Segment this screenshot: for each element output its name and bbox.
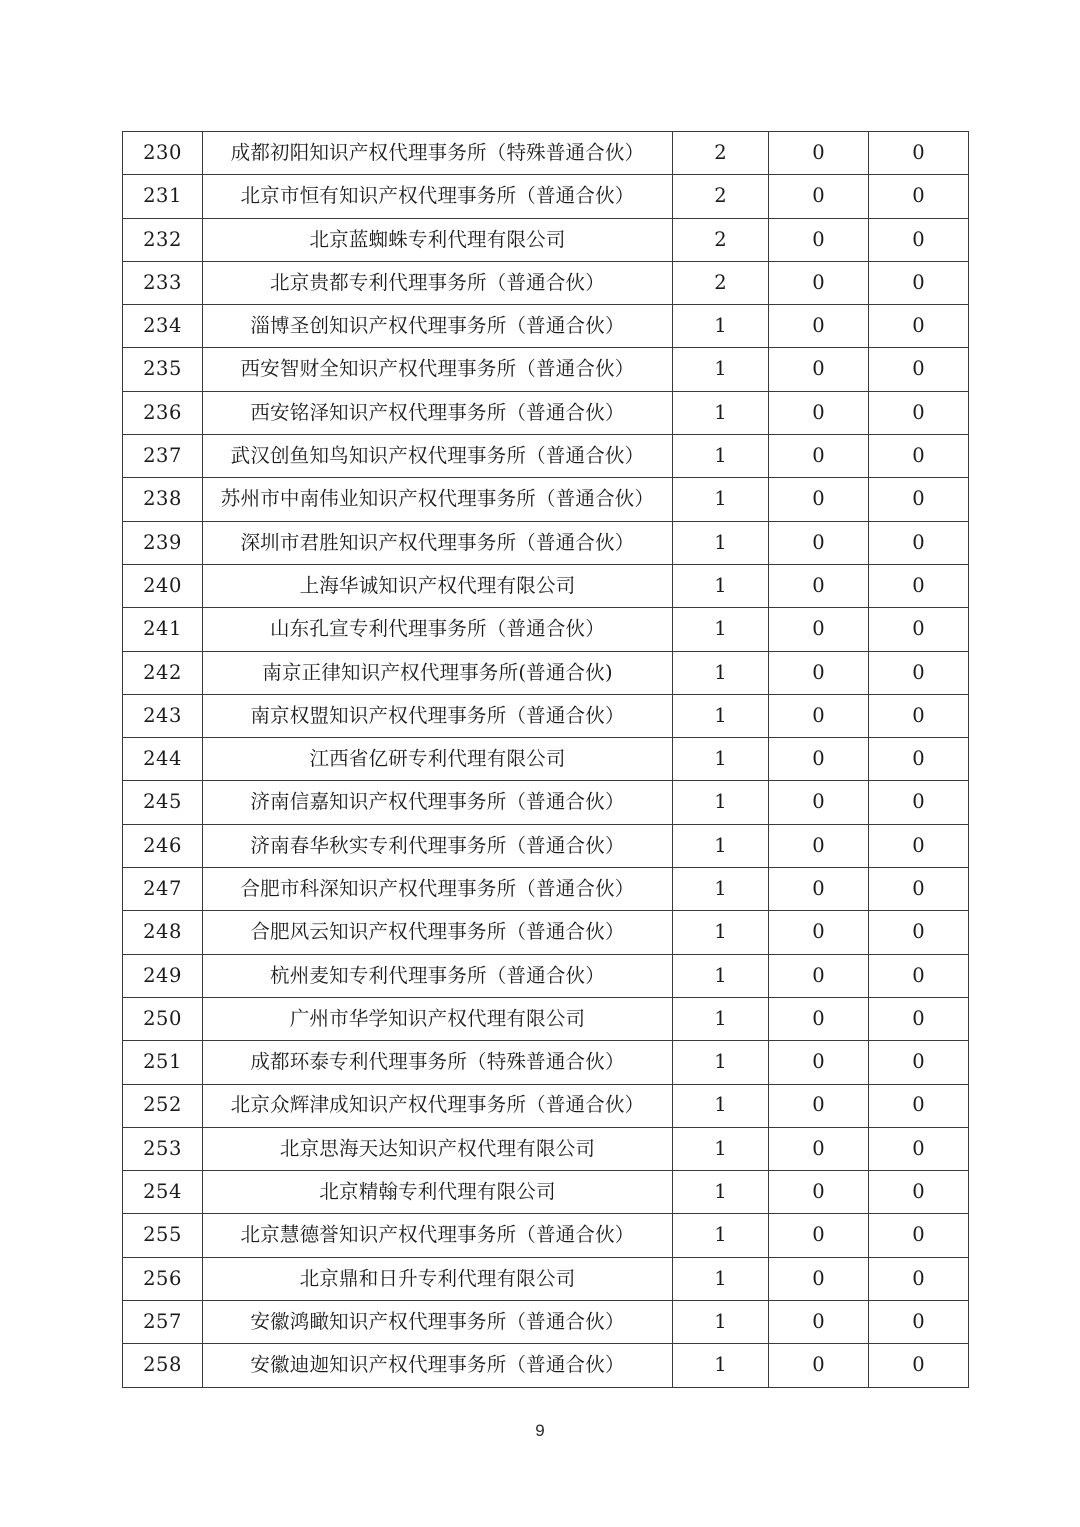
- cell-agency-name: 成都环泰专利代理事务所（特殊普通合伙）: [203, 1041, 673, 1084]
- cell-index: 247: [123, 868, 203, 911]
- cell-agency-name: 安徽迪迦知识产权代理事务所（普通合伙）: [203, 1344, 673, 1387]
- table-row: [123, 738, 969, 781]
- cell-index: 232: [123, 218, 203, 261]
- table-row: [123, 1084, 969, 1127]
- cell-index: 230: [123, 132, 203, 175]
- cell-index: 257: [123, 1301, 203, 1344]
- cell-value-3: 0: [869, 738, 969, 781]
- cell-value-1: 1: [673, 954, 769, 997]
- cell-index: 244: [123, 738, 203, 781]
- cell-index: 245: [123, 781, 203, 824]
- cell-value-1: 1: [673, 738, 769, 781]
- cell-value-3: 0: [869, 175, 969, 218]
- cell-agency-name: 北京慧德誉知识产权代理事务所（普通合伙）: [203, 1214, 673, 1257]
- cell-value-3: 0: [869, 564, 969, 607]
- cell-agency-name: 淄博圣创知识产权代理事务所（普通合伙）: [203, 305, 673, 348]
- agency-table-body: [123, 132, 969, 1388]
- cell-index: 237: [123, 435, 203, 478]
- cell-index: 255: [123, 1214, 203, 1257]
- cell-value-2: 0: [769, 218, 869, 261]
- cell-value-1: 1: [673, 1344, 769, 1387]
- cell-value-3: 0: [869, 651, 969, 694]
- cell-agency-name: 北京精翰专利代理有限公司: [203, 1171, 673, 1214]
- cell-value-3: 0: [869, 997, 969, 1040]
- cell-value-2: 0: [769, 738, 869, 781]
- cell-value-1: 1: [673, 1301, 769, 1344]
- cell-value-1: 1: [673, 305, 769, 348]
- cell-index: 256: [123, 1257, 203, 1300]
- cell-value-3: 0: [869, 781, 969, 824]
- cell-value-3: 0: [869, 911, 969, 954]
- cell-value-3: 0: [869, 391, 969, 434]
- cell-value-2: 0: [769, 478, 869, 521]
- cell-agency-name: 北京蓝蜘蛛专利代理有限公司: [203, 218, 673, 261]
- cell-agency-name: 西安智财全知识产权代理事务所（普通合伙）: [203, 348, 673, 391]
- cell-value-3: 0: [869, 132, 969, 175]
- cell-value-1: 1: [673, 564, 769, 607]
- table-row: [123, 1171, 969, 1214]
- page-number: 9: [535, 1421, 545, 1440]
- cell-index: 242: [123, 651, 203, 694]
- cell-agency-name: 山东孔宣专利代理事务所（普通合伙）: [203, 608, 673, 651]
- table-row: [123, 1127, 969, 1170]
- cell-value-3: 0: [869, 1344, 969, 1387]
- cell-value-1: 2: [673, 175, 769, 218]
- table-row: [123, 1041, 969, 1084]
- cell-value-2: 0: [769, 521, 869, 564]
- cell-value-1: 1: [673, 997, 769, 1040]
- cell-index: 251: [123, 1041, 203, 1084]
- agency-table-container: [122, 131, 968, 1388]
- cell-agency-name: 成都初阳知识产权代理事务所（特殊普通合伙）: [203, 132, 673, 175]
- table-row: [123, 521, 969, 564]
- table-row: [123, 348, 969, 391]
- table-row: [123, 218, 969, 261]
- table-row: [123, 132, 969, 175]
- cell-value-2: 0: [769, 1127, 869, 1170]
- cell-value-2: 0: [769, 997, 869, 1040]
- cell-value-2: 0: [769, 391, 869, 434]
- table-row: [123, 391, 969, 434]
- cell-agency-name: 南京权盟知识产权代理事务所（普通合伙）: [203, 694, 673, 737]
- table-row: [123, 261, 969, 304]
- cell-value-1: 1: [673, 1084, 769, 1127]
- cell-agency-name: 安徽鸿瞰知识产权代理事务所（普通合伙）: [203, 1301, 673, 1344]
- cell-value-1: 1: [673, 435, 769, 478]
- cell-agency-name: 北京思海天达知识产权代理有限公司: [203, 1127, 673, 1170]
- table-row: [123, 305, 969, 348]
- cell-value-2: 0: [769, 348, 869, 391]
- table-row: [123, 824, 969, 867]
- table-row: [123, 651, 969, 694]
- table-row: [123, 868, 969, 911]
- cell-index: 258: [123, 1344, 203, 1387]
- table-row: [123, 435, 969, 478]
- cell-index: 234: [123, 305, 203, 348]
- table-row: [123, 911, 969, 954]
- cell-value-1: 1: [673, 478, 769, 521]
- cell-value-3: 0: [869, 1171, 969, 1214]
- cell-index: 236: [123, 391, 203, 434]
- cell-index: 249: [123, 954, 203, 997]
- table-row: [123, 564, 969, 607]
- cell-index: 231: [123, 175, 203, 218]
- cell-agency-name: 北京市恒有知识产权代理事务所（普通合伙）: [203, 175, 673, 218]
- cell-index: 239: [123, 521, 203, 564]
- cell-value-1: 1: [673, 911, 769, 954]
- cell-index: 248: [123, 911, 203, 954]
- cell-value-3: 0: [869, 954, 969, 997]
- cell-value-1: 2: [673, 261, 769, 304]
- cell-value-3: 0: [869, 1127, 969, 1170]
- cell-value-1: 1: [673, 1257, 769, 1300]
- cell-value-2: 0: [769, 1214, 869, 1257]
- cell-value-2: 0: [769, 1041, 869, 1084]
- cell-agency-name: 武汉创鱼知鸟知识产权代理事务所（普通合伙）: [203, 435, 673, 478]
- cell-value-3: 0: [869, 218, 969, 261]
- cell-agency-name: 苏州市中南伟业知识产权代理事务所（普通合伙）: [203, 478, 673, 521]
- cell-value-1: 1: [673, 651, 769, 694]
- cell-value-2: 0: [769, 1301, 869, 1344]
- cell-value-1: 1: [673, 694, 769, 737]
- cell-index: 246: [123, 824, 203, 867]
- cell-value-2: 0: [769, 651, 869, 694]
- agency-table: [122, 131, 969, 1388]
- cell-agency-name: 上海华诚知识产权代理有限公司: [203, 564, 673, 607]
- cell-value-1: 1: [673, 824, 769, 867]
- cell-value-3: 0: [869, 824, 969, 867]
- cell-value-2: 0: [769, 694, 869, 737]
- cell-value-1: 1: [673, 391, 769, 434]
- cell-value-2: 0: [769, 132, 869, 175]
- table-row: [123, 175, 969, 218]
- cell-value-3: 0: [869, 478, 969, 521]
- cell-index: 243: [123, 694, 203, 737]
- table-row: [123, 1301, 969, 1344]
- cell-agency-name: 合肥风云知识产权代理事务所（普通合伙）: [203, 911, 673, 954]
- cell-index: 238: [123, 478, 203, 521]
- table-row: [123, 608, 969, 651]
- cell-value-3: 0: [869, 435, 969, 478]
- cell-value-2: 0: [769, 175, 869, 218]
- cell-value-3: 0: [869, 261, 969, 304]
- cell-agency-name: 合肥市科深知识产权代理事务所（普通合伙）: [203, 868, 673, 911]
- cell-index: 233: [123, 261, 203, 304]
- cell-value-1: 2: [673, 132, 769, 175]
- cell-value-2: 0: [769, 1257, 869, 1300]
- cell-agency-name: 北京鼎和日升专利代理有限公司: [203, 1257, 673, 1300]
- cell-value-2: 0: [769, 781, 869, 824]
- cell-index: 250: [123, 997, 203, 1040]
- cell-index: 253: [123, 1127, 203, 1170]
- cell-value-2: 0: [769, 911, 869, 954]
- table-row: [123, 1257, 969, 1300]
- cell-value-2: 0: [769, 868, 869, 911]
- cell-agency-name: 北京众辉津成知识产权代理事务所（普通合伙）: [203, 1084, 673, 1127]
- cell-value-3: 0: [869, 694, 969, 737]
- cell-value-3: 0: [869, 1257, 969, 1300]
- cell-value-3: 0: [869, 305, 969, 348]
- cell-value-3: 0: [869, 521, 969, 564]
- cell-agency-name: 济南春华秋实专利代理事务所（普通合伙）: [203, 824, 673, 867]
- cell-value-1: 1: [673, 1214, 769, 1257]
- cell-value-2: 0: [769, 954, 869, 997]
- table-row: [123, 997, 969, 1040]
- cell-value-2: 0: [769, 608, 869, 651]
- table-row: [123, 478, 969, 521]
- cell-index: 252: [123, 1084, 203, 1127]
- cell-index: 240: [123, 564, 203, 607]
- cell-value-1: 1: [673, 348, 769, 391]
- cell-value-1: 1: [673, 1041, 769, 1084]
- cell-index: 235: [123, 348, 203, 391]
- cell-value-2: 0: [769, 1084, 869, 1127]
- cell-agency-name: 北京贵都专利代理事务所（普通合伙）: [203, 261, 673, 304]
- cell-agency-name: 西安铭泽知识产权代理事务所（普通合伙）: [203, 391, 673, 434]
- cell-value-3: 0: [869, 1084, 969, 1127]
- cell-value-1: 1: [673, 1171, 769, 1214]
- cell-index: 254: [123, 1171, 203, 1214]
- cell-value-2: 0: [769, 564, 869, 607]
- cell-value-1: 2: [673, 218, 769, 261]
- table-row: [123, 781, 969, 824]
- cell-value-2: 0: [769, 435, 869, 478]
- table-row: [123, 1344, 969, 1387]
- cell-agency-name: 南京正律知识产权代理事务所(普通合伙): [203, 651, 673, 694]
- table-row: [123, 694, 969, 737]
- table-row: [123, 1214, 969, 1257]
- cell-agency-name: 杭州麦知专利代理事务所（普通合伙）: [203, 954, 673, 997]
- cell-value-3: 0: [869, 1301, 969, 1344]
- cell-value-2: 0: [769, 305, 869, 348]
- cell-value-3: 0: [869, 1041, 969, 1084]
- cell-agency-name: 江西省亿研专利代理有限公司: [203, 738, 673, 781]
- cell-agency-name: 广州市华学知识产权代理有限公司: [203, 997, 673, 1040]
- cell-agency-name: 深圳市君胜知识产权代理事务所（普通合伙）: [203, 521, 673, 564]
- cell-value-1: 1: [673, 868, 769, 911]
- cell-value-3: 0: [869, 868, 969, 911]
- cell-value-1: 1: [673, 1127, 769, 1170]
- cell-value-1: 1: [673, 781, 769, 824]
- cell-value-3: 0: [869, 608, 969, 651]
- cell-value-2: 0: [769, 261, 869, 304]
- table-row: [123, 954, 969, 997]
- cell-index: 241: [123, 608, 203, 651]
- cell-value-1: 1: [673, 521, 769, 564]
- cell-value-3: 0: [869, 348, 969, 391]
- cell-value-2: 0: [769, 1344, 869, 1387]
- cell-value-2: 0: [769, 824, 869, 867]
- cell-value-3: 0: [869, 1214, 969, 1257]
- cell-agency-name: 济南信嘉知识产权代理事务所（普通合伙）: [203, 781, 673, 824]
- cell-value-2: 0: [769, 1171, 869, 1214]
- cell-value-1: 1: [673, 608, 769, 651]
